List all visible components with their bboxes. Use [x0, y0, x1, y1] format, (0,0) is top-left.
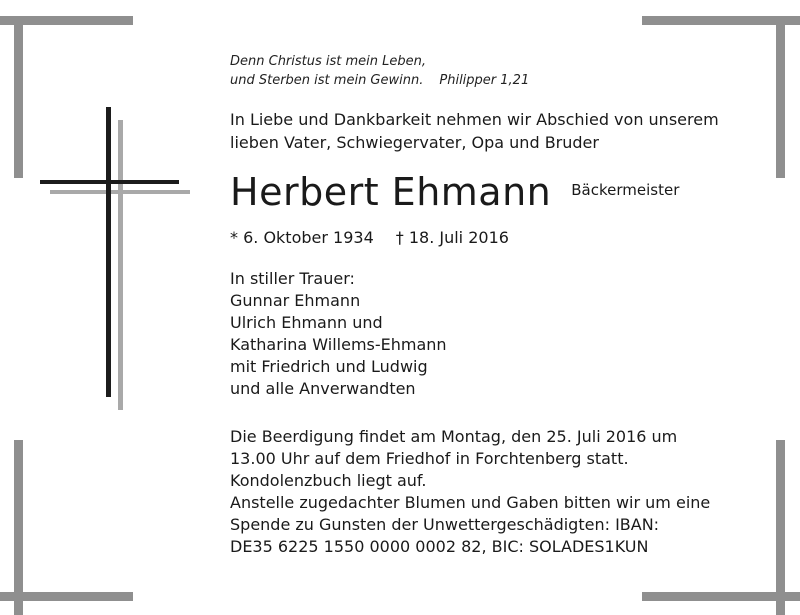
funeral-line: Spende zu Gunsten der Unwettergeschädigten: IBAN: [230, 515, 660, 534]
deceased-occupation: Bäckermeister [571, 181, 680, 199]
deceased-heading [230, 170, 679, 214]
funeral-line: Die Beerdigung findet am Montag, den 25. Juli 2016 um [230, 427, 678, 446]
mourner-item: Gunnar Ehmann [230, 291, 361, 310]
death-date: † 18. Juli 2016 [395, 228, 509, 247]
life-dates [230, 228, 509, 247]
funeral-line: Kondolenzbuch liegt auf. [230, 471, 427, 490]
bible-verse-line-1: Denn Christus ist mein Leben, [230, 54, 427, 69]
mourners-list [230, 268, 447, 400]
bank-details: DE35 6225 1550 0000 0002 82, BIC: SOLADES1KUN [230, 537, 649, 556]
mourner-item: Ulrich Ehmann und [230, 313, 383, 332]
farewell-intro [230, 108, 719, 154]
bible-verse [230, 52, 529, 90]
deceased-name: Herbert Ehmann [230, 170, 552, 214]
birth-date: * 6. Oktober 1934 [230, 228, 374, 247]
bible-verse-line-2-text: und Sterben ist mein Gewinn. [230, 73, 424, 88]
farewell-intro-line-1: In Liebe und Dankbarkeit nehmen wir Abschied von unserem [230, 110, 719, 129]
funeral-line: Anstelle zugedachter Blumen und Gaben bitten wir um eine [230, 493, 711, 512]
funeral-details [230, 426, 710, 558]
mourner-item: Katharina Willems-Ehmann [230, 335, 447, 354]
mourner-item: und alle Anverwandten [230, 379, 416, 398]
mourner-item: mit Friedrich und Ludwig [230, 357, 428, 376]
farewell-intro-line-2: lieben Vater, Schwiegervater, Opa und Bruder [230, 133, 599, 152]
funeral-line: 13.00 Uhr auf dem Friedhof in Forchtenberg statt. [230, 449, 629, 468]
bible-verse-line-2 [230, 71, 529, 90]
mourners-heading: In stiller Trauer: [230, 269, 355, 288]
bible-reference: Philipper 1,21 [439, 73, 530, 88]
